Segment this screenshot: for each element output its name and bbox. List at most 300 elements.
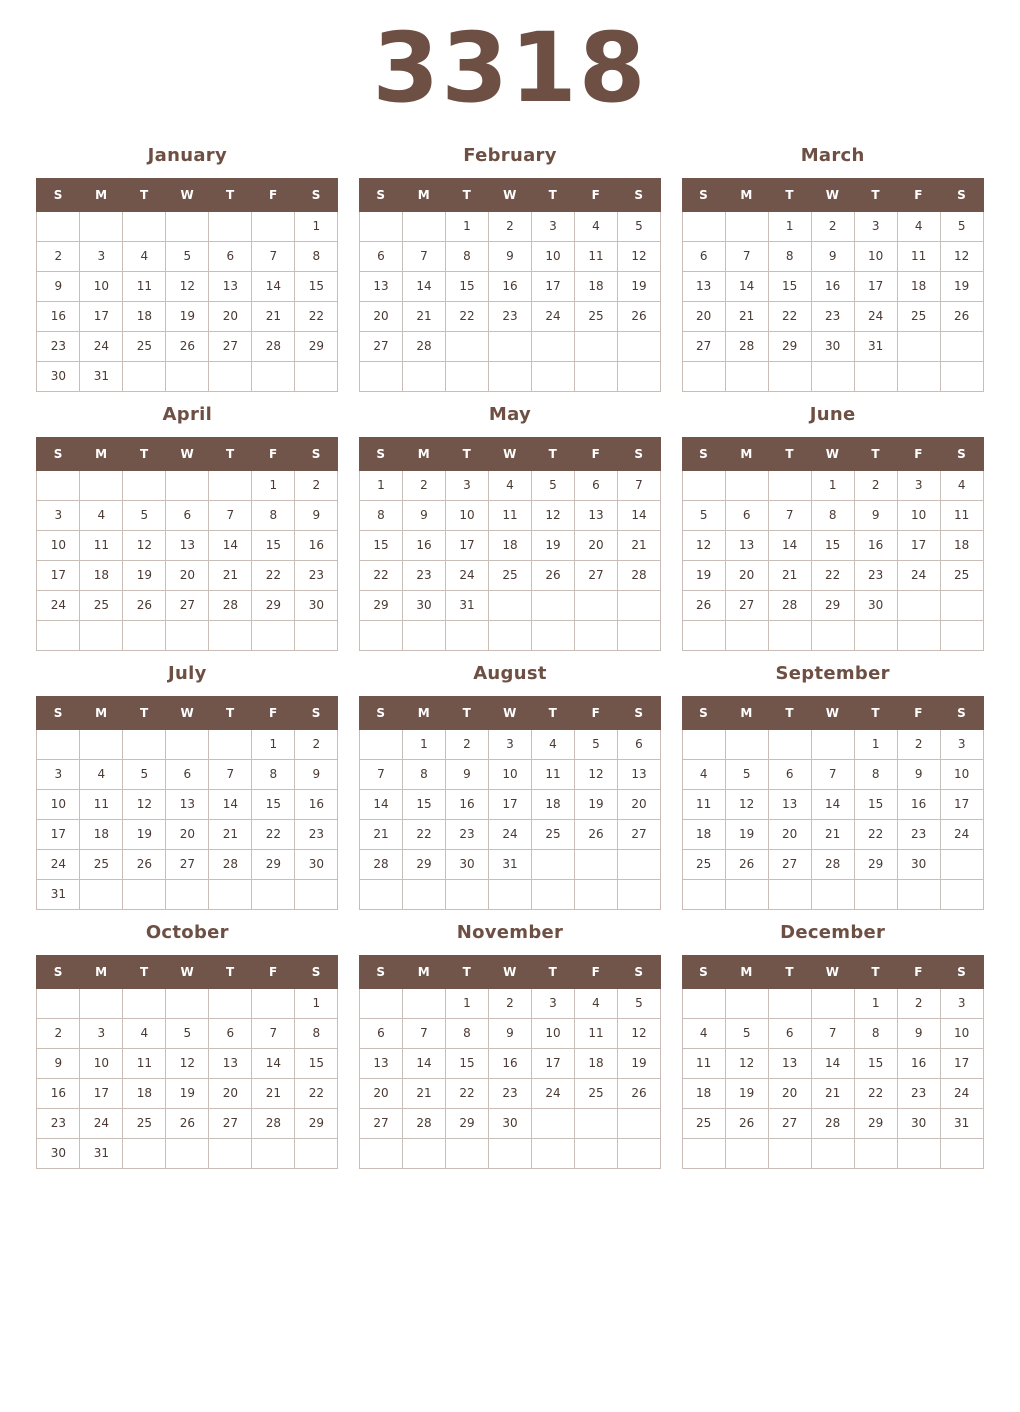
day-cell[interactable]: 3 bbox=[488, 729, 531, 759]
day-cell[interactable] bbox=[80, 470, 123, 500]
day-cell[interactable]: 14 bbox=[209, 789, 252, 819]
day-cell[interactable] bbox=[574, 1108, 617, 1138]
day-cell[interactable]: 26 bbox=[166, 331, 209, 361]
day-cell[interactable]: 17 bbox=[940, 1048, 983, 1078]
day-cell[interactable]: 13 bbox=[359, 1048, 402, 1078]
day-cell[interactable] bbox=[811, 361, 854, 391]
day-cell[interactable]: 12 bbox=[682, 530, 725, 560]
day-cell[interactable]: 25 bbox=[574, 301, 617, 331]
day-cell[interactable] bbox=[123, 988, 166, 1018]
day-cell[interactable] bbox=[617, 1108, 660, 1138]
day-cell[interactable]: 10 bbox=[531, 241, 574, 271]
day-cell[interactable]: 17 bbox=[488, 789, 531, 819]
day-cell[interactable]: 18 bbox=[531, 789, 574, 819]
day-cell[interactable]: 9 bbox=[295, 500, 338, 530]
day-cell[interactable]: 1 bbox=[445, 211, 488, 241]
day-cell[interactable]: 10 bbox=[488, 759, 531, 789]
day-cell[interactable]: 19 bbox=[682, 560, 725, 590]
day-cell[interactable]: 21 bbox=[725, 301, 768, 331]
day-cell[interactable]: 26 bbox=[940, 301, 983, 331]
day-cell[interactable]: 8 bbox=[402, 759, 445, 789]
day-cell[interactable] bbox=[574, 620, 617, 650]
day-cell[interactable]: 3 bbox=[80, 1018, 123, 1048]
day-cell[interactable]: 31 bbox=[488, 849, 531, 879]
day-cell[interactable]: 24 bbox=[80, 331, 123, 361]
day-cell[interactable]: 16 bbox=[37, 301, 80, 331]
day-cell[interactable]: 8 bbox=[295, 241, 338, 271]
day-cell[interactable]: 19 bbox=[617, 271, 660, 301]
day-cell[interactable]: 18 bbox=[682, 819, 725, 849]
day-cell[interactable]: 7 bbox=[402, 241, 445, 271]
day-cell[interactable]: 2 bbox=[402, 470, 445, 500]
day-cell[interactable]: 12 bbox=[166, 271, 209, 301]
day-cell[interactable] bbox=[488, 620, 531, 650]
day-cell[interactable]: 1 bbox=[252, 729, 295, 759]
day-cell[interactable]: 12 bbox=[617, 1018, 660, 1048]
day-cell[interactable]: 2 bbox=[295, 470, 338, 500]
day-cell[interactable]: 28 bbox=[359, 849, 402, 879]
day-cell[interactable] bbox=[682, 879, 725, 909]
day-cell[interactable] bbox=[897, 879, 940, 909]
day-cell[interactable]: 18 bbox=[488, 530, 531, 560]
day-cell[interactable] bbox=[359, 879, 402, 909]
day-cell[interactable]: 9 bbox=[295, 759, 338, 789]
day-cell[interactable] bbox=[617, 331, 660, 361]
day-cell[interactable]: 16 bbox=[854, 530, 897, 560]
day-cell[interactable] bbox=[123, 470, 166, 500]
day-cell[interactable]: 27 bbox=[768, 1108, 811, 1138]
day-cell[interactable]: 5 bbox=[725, 759, 768, 789]
day-cell[interactable] bbox=[123, 879, 166, 909]
day-cell[interactable]: 24 bbox=[445, 560, 488, 590]
day-cell[interactable]: 2 bbox=[897, 729, 940, 759]
day-cell[interactable]: 28 bbox=[402, 331, 445, 361]
day-cell[interactable]: 25 bbox=[574, 1078, 617, 1108]
day-cell[interactable]: 4 bbox=[80, 759, 123, 789]
day-cell[interactable] bbox=[682, 620, 725, 650]
day-cell[interactable]: 13 bbox=[574, 500, 617, 530]
day-cell[interactable]: 30 bbox=[811, 331, 854, 361]
day-cell[interactable] bbox=[166, 988, 209, 1018]
day-cell[interactable]: 10 bbox=[445, 500, 488, 530]
day-cell[interactable]: 11 bbox=[123, 1048, 166, 1078]
day-cell[interactable]: 11 bbox=[682, 789, 725, 819]
day-cell[interactable]: 23 bbox=[37, 331, 80, 361]
day-cell[interactable] bbox=[531, 620, 574, 650]
day-cell[interactable]: 28 bbox=[811, 849, 854, 879]
day-cell[interactable]: 15 bbox=[445, 1048, 488, 1078]
day-cell[interactable] bbox=[80, 879, 123, 909]
day-cell[interactable]: 30 bbox=[37, 1138, 80, 1168]
day-cell[interactable]: 28 bbox=[617, 560, 660, 590]
day-cell[interactable]: 17 bbox=[940, 789, 983, 819]
day-cell[interactable] bbox=[854, 620, 897, 650]
day-cell[interactable] bbox=[897, 1138, 940, 1168]
day-cell[interactable]: 8 bbox=[854, 1018, 897, 1048]
day-cell[interactable]: 29 bbox=[252, 590, 295, 620]
day-cell[interactable]: 3 bbox=[37, 759, 80, 789]
day-cell[interactable]: 8 bbox=[854, 759, 897, 789]
day-cell[interactable] bbox=[359, 620, 402, 650]
day-cell[interactable]: 5 bbox=[940, 211, 983, 241]
day-cell[interactable] bbox=[531, 590, 574, 620]
day-cell[interactable]: 10 bbox=[37, 789, 80, 819]
day-cell[interactable]: 10 bbox=[854, 241, 897, 271]
day-cell[interactable]: 22 bbox=[854, 1078, 897, 1108]
day-cell[interactable]: 5 bbox=[123, 500, 166, 530]
day-cell[interactable] bbox=[768, 1138, 811, 1168]
day-cell[interactable]: 6 bbox=[682, 241, 725, 271]
day-cell[interactable] bbox=[768, 988, 811, 1018]
day-cell[interactable]: 20 bbox=[359, 301, 402, 331]
day-cell[interactable]: 5 bbox=[166, 241, 209, 271]
day-cell[interactable] bbox=[531, 1138, 574, 1168]
day-cell[interactable]: 13 bbox=[682, 271, 725, 301]
day-cell[interactable]: 31 bbox=[80, 361, 123, 391]
day-cell[interactable]: 24 bbox=[940, 819, 983, 849]
day-cell[interactable] bbox=[725, 211, 768, 241]
day-cell[interactable]: 27 bbox=[166, 849, 209, 879]
day-cell[interactable]: 1 bbox=[359, 470, 402, 500]
day-cell[interactable]: 13 bbox=[617, 759, 660, 789]
day-cell[interactable]: 17 bbox=[80, 1078, 123, 1108]
day-cell[interactable] bbox=[37, 211, 80, 241]
day-cell[interactable]: 3 bbox=[37, 500, 80, 530]
day-cell[interactable]: 17 bbox=[531, 1048, 574, 1078]
day-cell[interactable] bbox=[488, 590, 531, 620]
day-cell[interactable]: 27 bbox=[166, 590, 209, 620]
day-cell[interactable]: 2 bbox=[37, 1018, 80, 1048]
day-cell[interactable]: 7 bbox=[768, 500, 811, 530]
day-cell[interactable]: 8 bbox=[445, 1018, 488, 1048]
day-cell[interactable]: 14 bbox=[725, 271, 768, 301]
day-cell[interactable]: 1 bbox=[402, 729, 445, 759]
day-cell[interactable]: 15 bbox=[252, 789, 295, 819]
day-cell[interactable]: 31 bbox=[37, 879, 80, 909]
day-cell[interactable]: 20 bbox=[166, 819, 209, 849]
day-cell[interactable]: 28 bbox=[402, 1108, 445, 1138]
day-cell[interactable] bbox=[811, 729, 854, 759]
day-cell[interactable]: 8 bbox=[252, 759, 295, 789]
day-cell[interactable]: 14 bbox=[768, 530, 811, 560]
day-cell[interactable] bbox=[897, 590, 940, 620]
day-cell[interactable]: 24 bbox=[37, 590, 80, 620]
day-cell[interactable] bbox=[725, 470, 768, 500]
day-cell[interactable] bbox=[359, 988, 402, 1018]
day-cell[interactable]: 28 bbox=[725, 331, 768, 361]
day-cell[interactable]: 22 bbox=[402, 819, 445, 849]
day-cell[interactable]: 24 bbox=[488, 819, 531, 849]
day-cell[interactable]: 1 bbox=[854, 988, 897, 1018]
day-cell[interactable]: 26 bbox=[531, 560, 574, 590]
day-cell[interactable]: 6 bbox=[209, 241, 252, 271]
day-cell[interactable]: 25 bbox=[123, 331, 166, 361]
day-cell[interactable]: 15 bbox=[445, 271, 488, 301]
day-cell[interactable]: 25 bbox=[682, 1108, 725, 1138]
day-cell[interactable]: 18 bbox=[574, 1048, 617, 1078]
day-cell[interactable]: 31 bbox=[445, 590, 488, 620]
day-cell[interactable]: 26 bbox=[682, 590, 725, 620]
day-cell[interactable]: 29 bbox=[768, 331, 811, 361]
day-cell[interactable] bbox=[402, 879, 445, 909]
day-cell[interactable]: 9 bbox=[811, 241, 854, 271]
day-cell[interactable]: 1 bbox=[252, 470, 295, 500]
day-cell[interactable] bbox=[80, 211, 123, 241]
day-cell[interactable] bbox=[531, 1108, 574, 1138]
day-cell[interactable]: 20 bbox=[617, 789, 660, 819]
day-cell[interactable]: 22 bbox=[252, 560, 295, 590]
day-cell[interactable] bbox=[488, 879, 531, 909]
day-cell[interactable]: 12 bbox=[123, 530, 166, 560]
day-cell[interactable]: 27 bbox=[359, 331, 402, 361]
day-cell[interactable] bbox=[768, 729, 811, 759]
day-cell[interactable]: 29 bbox=[252, 849, 295, 879]
day-cell[interactable]: 4 bbox=[897, 211, 940, 241]
day-cell[interactable]: 11 bbox=[80, 789, 123, 819]
day-cell[interactable]: 17 bbox=[80, 301, 123, 331]
day-cell[interactable]: 15 bbox=[252, 530, 295, 560]
day-cell[interactable]: 27 bbox=[682, 331, 725, 361]
day-cell[interactable] bbox=[123, 729, 166, 759]
day-cell[interactable] bbox=[295, 620, 338, 650]
day-cell[interactable] bbox=[617, 361, 660, 391]
day-cell[interactable] bbox=[166, 470, 209, 500]
day-cell[interactable]: 16 bbox=[488, 271, 531, 301]
day-cell[interactable] bbox=[574, 849, 617, 879]
day-cell[interactable]: 11 bbox=[80, 530, 123, 560]
day-cell[interactable]: 21 bbox=[252, 301, 295, 331]
day-cell[interactable]: 13 bbox=[166, 789, 209, 819]
day-cell[interactable]: 22 bbox=[445, 301, 488, 331]
day-cell[interactable]: 15 bbox=[768, 271, 811, 301]
day-cell[interactable] bbox=[682, 988, 725, 1018]
day-cell[interactable]: 15 bbox=[295, 271, 338, 301]
day-cell[interactable] bbox=[402, 1138, 445, 1168]
day-cell[interactable] bbox=[488, 361, 531, 391]
day-cell[interactable]: 11 bbox=[940, 500, 983, 530]
day-cell[interactable] bbox=[295, 361, 338, 391]
day-cell[interactable]: 6 bbox=[209, 1018, 252, 1048]
day-cell[interactable]: 1 bbox=[854, 729, 897, 759]
day-cell[interactable]: 18 bbox=[682, 1078, 725, 1108]
day-cell[interactable]: 7 bbox=[252, 241, 295, 271]
day-cell[interactable]: 2 bbox=[445, 729, 488, 759]
day-cell[interactable]: 30 bbox=[295, 590, 338, 620]
day-cell[interactable]: 23 bbox=[897, 819, 940, 849]
day-cell[interactable]: 6 bbox=[359, 1018, 402, 1048]
day-cell[interactable] bbox=[402, 361, 445, 391]
day-cell[interactable]: 19 bbox=[617, 1048, 660, 1078]
day-cell[interactable]: 30 bbox=[37, 361, 80, 391]
day-cell[interactable]: 11 bbox=[531, 759, 574, 789]
day-cell[interactable]: 5 bbox=[531, 470, 574, 500]
day-cell[interactable]: 25 bbox=[940, 560, 983, 590]
day-cell[interactable] bbox=[209, 1138, 252, 1168]
day-cell[interactable] bbox=[359, 361, 402, 391]
day-cell[interactable]: 12 bbox=[123, 789, 166, 819]
day-cell[interactable] bbox=[252, 211, 295, 241]
day-cell[interactable]: 8 bbox=[252, 500, 295, 530]
day-cell[interactable]: 22 bbox=[295, 1078, 338, 1108]
day-cell[interactable]: 2 bbox=[488, 988, 531, 1018]
day-cell[interactable] bbox=[811, 1138, 854, 1168]
day-cell[interactable]: 12 bbox=[725, 789, 768, 819]
day-cell[interactable] bbox=[252, 988, 295, 1018]
day-cell[interactable] bbox=[37, 729, 80, 759]
day-cell[interactable]: 22 bbox=[295, 301, 338, 331]
day-cell[interactable] bbox=[768, 879, 811, 909]
day-cell[interactable]: 19 bbox=[725, 1078, 768, 1108]
day-cell[interactable]: 21 bbox=[402, 1078, 445, 1108]
day-cell[interactable] bbox=[811, 988, 854, 1018]
day-cell[interactable] bbox=[402, 620, 445, 650]
day-cell[interactable]: 17 bbox=[854, 271, 897, 301]
day-cell[interactable] bbox=[445, 1138, 488, 1168]
day-cell[interactable]: 4 bbox=[123, 1018, 166, 1048]
day-cell[interactable] bbox=[445, 361, 488, 391]
day-cell[interactable]: 29 bbox=[854, 849, 897, 879]
day-cell[interactable]: 20 bbox=[768, 1078, 811, 1108]
day-cell[interactable]: 20 bbox=[209, 301, 252, 331]
day-cell[interactable]: 20 bbox=[166, 560, 209, 590]
day-cell[interactable]: 10 bbox=[80, 271, 123, 301]
day-cell[interactable]: 14 bbox=[617, 500, 660, 530]
day-cell[interactable]: 30 bbox=[897, 849, 940, 879]
day-cell[interactable] bbox=[682, 1138, 725, 1168]
day-cell[interactable]: 20 bbox=[725, 560, 768, 590]
day-cell[interactable]: 12 bbox=[166, 1048, 209, 1078]
day-cell[interactable]: 13 bbox=[359, 271, 402, 301]
day-cell[interactable] bbox=[574, 1138, 617, 1168]
day-cell[interactable] bbox=[768, 620, 811, 650]
day-cell[interactable] bbox=[617, 620, 660, 650]
day-cell[interactable]: 10 bbox=[37, 530, 80, 560]
day-cell[interactable]: 30 bbox=[854, 590, 897, 620]
day-cell[interactable] bbox=[123, 620, 166, 650]
day-cell[interactable] bbox=[854, 879, 897, 909]
day-cell[interactable]: 3 bbox=[940, 729, 983, 759]
day-cell[interactable]: 5 bbox=[725, 1018, 768, 1048]
day-cell[interactable] bbox=[531, 879, 574, 909]
day-cell[interactable]: 2 bbox=[37, 241, 80, 271]
day-cell[interactable] bbox=[682, 211, 725, 241]
day-cell[interactable]: 21 bbox=[209, 560, 252, 590]
day-cell[interactable] bbox=[445, 331, 488, 361]
day-cell[interactable]: 26 bbox=[617, 1078, 660, 1108]
day-cell[interactable] bbox=[768, 361, 811, 391]
day-cell[interactable]: 19 bbox=[725, 819, 768, 849]
day-cell[interactable]: 30 bbox=[295, 849, 338, 879]
day-cell[interactable] bbox=[725, 879, 768, 909]
day-cell[interactable]: 4 bbox=[574, 211, 617, 241]
day-cell[interactable] bbox=[252, 879, 295, 909]
day-cell[interactable]: 19 bbox=[123, 819, 166, 849]
day-cell[interactable]: 13 bbox=[209, 1048, 252, 1078]
day-cell[interactable] bbox=[854, 1138, 897, 1168]
day-cell[interactable]: 8 bbox=[445, 241, 488, 271]
day-cell[interactable]: 24 bbox=[80, 1108, 123, 1138]
day-cell[interactable] bbox=[725, 1138, 768, 1168]
day-cell[interactable]: 1 bbox=[445, 988, 488, 1018]
day-cell[interactable] bbox=[166, 879, 209, 909]
day-cell[interactable]: 31 bbox=[940, 1108, 983, 1138]
day-cell[interactable] bbox=[940, 620, 983, 650]
day-cell[interactable]: 22 bbox=[768, 301, 811, 331]
day-cell[interactable]: 22 bbox=[252, 819, 295, 849]
day-cell[interactable] bbox=[209, 729, 252, 759]
day-cell[interactable]: 11 bbox=[682, 1048, 725, 1078]
day-cell[interactable] bbox=[725, 620, 768, 650]
day-cell[interactable] bbox=[166, 729, 209, 759]
day-cell[interactable]: 21 bbox=[811, 819, 854, 849]
day-cell[interactable]: 29 bbox=[295, 1108, 338, 1138]
day-cell[interactable]: 30 bbox=[897, 1108, 940, 1138]
day-cell[interactable] bbox=[488, 331, 531, 361]
day-cell[interactable]: 7 bbox=[209, 759, 252, 789]
day-cell[interactable] bbox=[574, 361, 617, 391]
day-cell[interactable]: 20 bbox=[682, 301, 725, 331]
day-cell[interactable] bbox=[252, 361, 295, 391]
day-cell[interactable]: 4 bbox=[488, 470, 531, 500]
day-cell[interactable]: 24 bbox=[897, 560, 940, 590]
day-cell[interactable] bbox=[252, 620, 295, 650]
day-cell[interactable]: 21 bbox=[768, 560, 811, 590]
day-cell[interactable] bbox=[617, 1138, 660, 1168]
day-cell[interactable] bbox=[209, 211, 252, 241]
day-cell[interactable]: 27 bbox=[574, 560, 617, 590]
day-cell[interactable]: 29 bbox=[359, 590, 402, 620]
day-cell[interactable]: 22 bbox=[445, 1078, 488, 1108]
day-cell[interactable] bbox=[37, 470, 80, 500]
day-cell[interactable]: 9 bbox=[897, 1018, 940, 1048]
day-cell[interactable]: 1 bbox=[768, 211, 811, 241]
day-cell[interactable]: 10 bbox=[940, 1018, 983, 1048]
day-cell[interactable]: 9 bbox=[37, 271, 80, 301]
day-cell[interactable] bbox=[37, 988, 80, 1018]
day-cell[interactable]: 12 bbox=[940, 241, 983, 271]
day-cell[interactable] bbox=[725, 988, 768, 1018]
day-cell[interactable] bbox=[359, 1138, 402, 1168]
day-cell[interactable]: 6 bbox=[768, 1018, 811, 1048]
day-cell[interactable] bbox=[123, 361, 166, 391]
day-cell[interactable]: 12 bbox=[531, 500, 574, 530]
day-cell[interactable] bbox=[445, 620, 488, 650]
day-cell[interactable] bbox=[359, 211, 402, 241]
day-cell[interactable]: 29 bbox=[402, 849, 445, 879]
day-cell[interactable] bbox=[811, 879, 854, 909]
day-cell[interactable]: 14 bbox=[402, 1048, 445, 1078]
day-cell[interactable]: 20 bbox=[359, 1078, 402, 1108]
day-cell[interactable]: 5 bbox=[617, 211, 660, 241]
day-cell[interactable]: 7 bbox=[402, 1018, 445, 1048]
day-cell[interactable] bbox=[574, 590, 617, 620]
day-cell[interactable]: 22 bbox=[359, 560, 402, 590]
day-cell[interactable]: 18 bbox=[123, 1078, 166, 1108]
day-cell[interactable]: 27 bbox=[209, 331, 252, 361]
day-cell[interactable]: 29 bbox=[295, 331, 338, 361]
day-cell[interactable]: 6 bbox=[166, 500, 209, 530]
day-cell[interactable]: 16 bbox=[897, 789, 940, 819]
day-cell[interactable]: 11 bbox=[574, 241, 617, 271]
day-cell[interactable]: 23 bbox=[488, 301, 531, 331]
day-cell[interactable]: 23 bbox=[445, 819, 488, 849]
day-cell[interactable]: 29 bbox=[854, 1108, 897, 1138]
day-cell[interactable]: 6 bbox=[617, 729, 660, 759]
day-cell[interactable] bbox=[940, 331, 983, 361]
day-cell[interactable] bbox=[617, 879, 660, 909]
day-cell[interactable]: 26 bbox=[617, 301, 660, 331]
day-cell[interactable]: 18 bbox=[940, 530, 983, 560]
